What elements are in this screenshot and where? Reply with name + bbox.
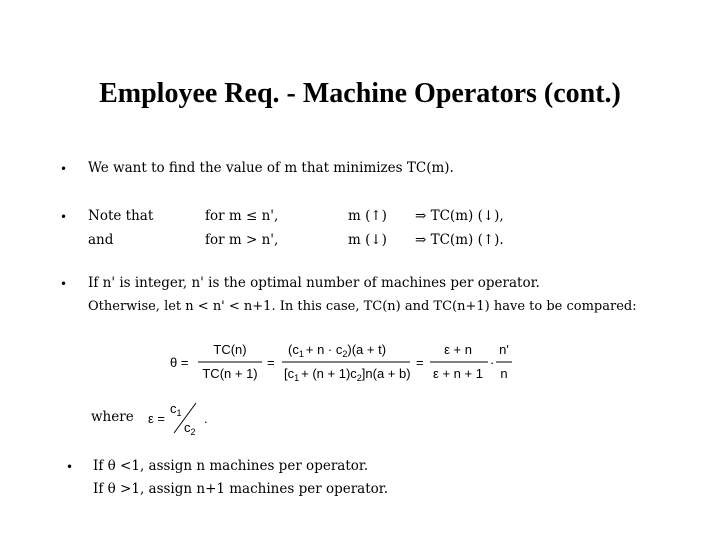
bullet-4-line-2: If θ >1, assign n+1 machines per operator.	[93, 481, 389, 497]
m-down-label: m (↓)	[348, 232, 387, 248]
bullet-marker: •	[60, 162, 68, 176]
tc-up-label: ⇒ TC(m) (↑).	[415, 232, 504, 248]
bullet-3-line-1: If n' is integer, n' is the optimal number of machines per operator.	[88, 275, 540, 291]
eq-f3-num: ε + n	[444, 342, 472, 357]
where-label: where	[91, 409, 134, 425]
eq-f1-den: TC(n + 1)	[202, 366, 258, 381]
bullet-1-text: We want to find the value of m that minimizes TC(m).	[88, 160, 454, 176]
and-label: and	[88, 232, 114, 248]
eq-f1-num: TC(n)	[213, 342, 247, 357]
bullet-marker: •	[60, 277, 68, 291]
eq-f4-den: n	[500, 366, 508, 381]
eq-equals-3: =	[416, 355, 424, 370]
eq-f4-num: n'	[499, 342, 509, 357]
theta-equation	[168, 340, 518, 384]
slide-title: Employee Req. - Machine Operators (cont.)	[99, 78, 621, 109]
bullet-marker: •	[66, 460, 74, 474]
m-up-label: m (↑)	[348, 208, 387, 224]
note-that-label: Note that	[88, 208, 154, 224]
tc-down-label: ⇒ TC(m) (↓),	[415, 208, 504, 224]
eq-f2-num: $(c_1 + n \cdot c_2)(a + t)$	[288, 342, 387, 359]
bullet-marker: •	[60, 210, 68, 224]
bullet-3-line-2: Otherwise, let n < n' < n+1. In this case, TC(n) and TC(n+1) have to be compared:	[88, 299, 637, 314]
eps-den: $c_2$	[184, 420, 196, 437]
eq-lhs: θ =	[170, 355, 189, 370]
eq-f3-den: ε + n + 1	[433, 366, 483, 381]
condition-greater: for m > n',	[205, 232, 279, 248]
eps-tail: .	[204, 411, 208, 426]
condition-less-equal: for m ≤ n',	[205, 208, 279, 224]
eq-dot: ·	[490, 355, 495, 370]
eps-lhs: ε =	[148, 411, 165, 426]
eq-f2-den: $[c_1 + (n + 1)c_2]n(a + b)$	[284, 366, 411, 383]
eq-equals-2: =	[267, 355, 275, 370]
epsilon-equation	[146, 399, 216, 439]
eps-num: $c_1$	[170, 401, 182, 418]
bullet-4-line-1: If θ <1, assign n machines per operator.	[93, 458, 369, 474]
